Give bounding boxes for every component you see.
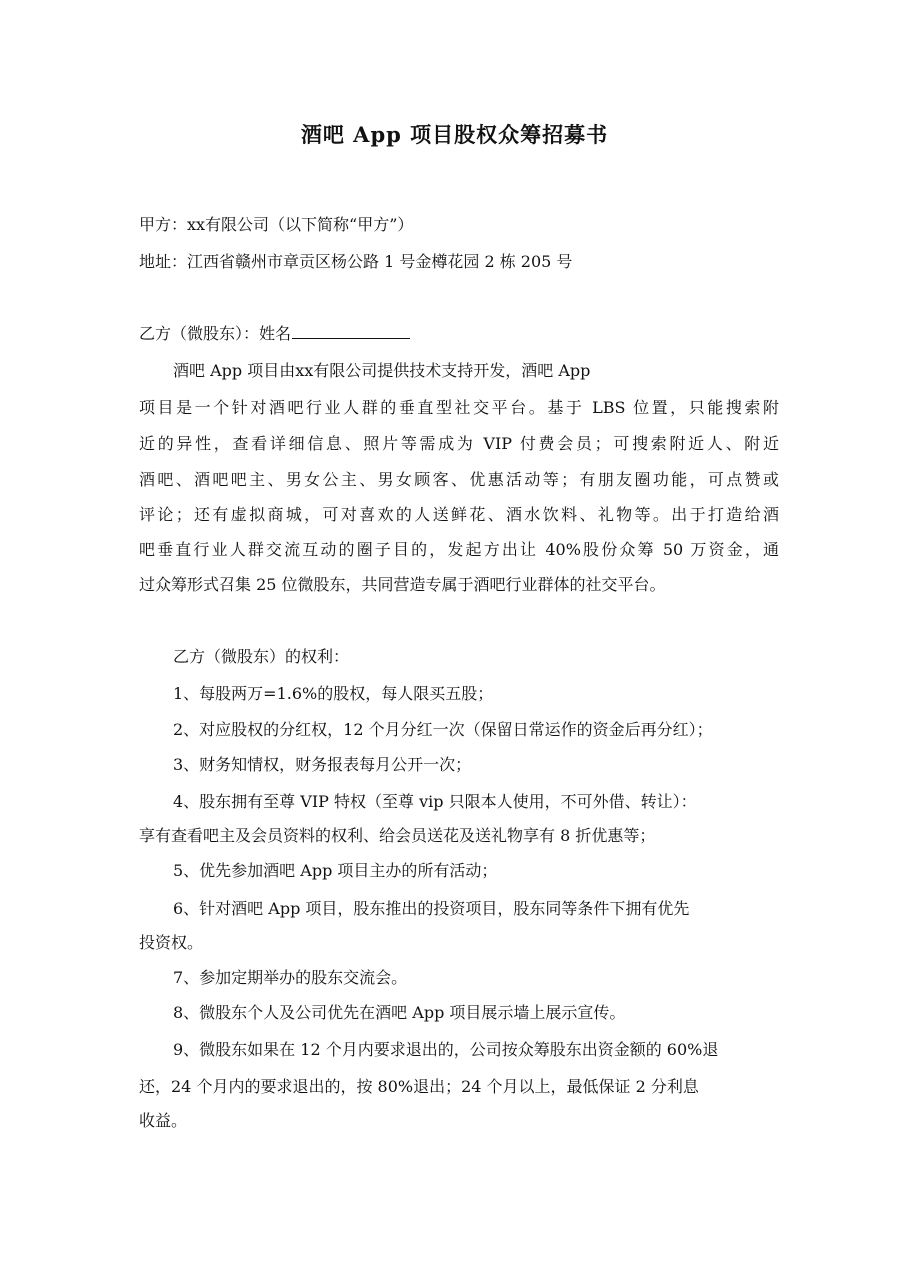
right-item-8: 8、微股东个人及公司优先在酒吧 App 项目展示墙上展示宣传。 — [173, 1003, 626, 1022]
intro-line: 评论；还有虚拟商城，可对喜欢的人送鲜花、酒水饮料、礼物等。出于打造给酒 — [139, 505, 779, 524]
right-item-1: 1、每股两万=1.6%的股权，每人限买五股； — [173, 684, 494, 703]
intro-line: 过众筹形式召集 25 位微股东，共同营造专属于酒吧行业群体的社交平台。 — [139, 575, 666, 594]
right-item-6-cont: 投资权。 — [139, 933, 204, 952]
intro-line: 酒吧、酒吧吧主、男女公主、男女顾客、优惠活动等；有朋友圈功能，可点赞或 — [139, 470, 779, 489]
page-title: 酒吧 App 项目股权众筹招募书 — [300, 122, 609, 147]
name-blank — [292, 324, 410, 339]
rights-heading: 乙方（微股东）的权利： — [173, 647, 350, 666]
right-item-9-cont: 还，24 个月内的要求退出的，按 80%退出；24 个月以上，最低保证 2 分利息 — [139, 1077, 699, 1096]
right-item-9-cont: 收益。 — [139, 1111, 188, 1130]
party-b — [139, 321, 779, 344]
right-item-4: 4、股东拥有至尊 VIP 特权（至尊 vip 只限本人使用，不可外借、转让）： — [173, 792, 697, 811]
right-item-6: 6、针对酒吧 App 项目，股东推出的投资项目，股东同等条件下拥有优先 — [173, 899, 690, 918]
intro-line: 项目是一个针对酒吧行业人群的垂直型社交平台。基于 LBS 位置，只能搜索附 — [139, 398, 779, 417]
party-b-label: 乙方（微股东）：姓名 — [139, 324, 292, 343]
intro-line: 吧垂直行业人群交流互动的圈子目的，发起方出让 40%股份众筹 50 万资金，通 — [139, 540, 779, 559]
address: 地址：江西省赣州市章贡区杨公路 1 号金樽花园 2 栋 205 号 — [139, 252, 573, 271]
right-item-5: 5、优先参加酒吧 App 项目主办的所有活动； — [173, 861, 498, 880]
right-item-7: 7、参加定期举办的股东交流会。 — [173, 968, 408, 987]
party-a: 甲方：xx有限公司（以下简称“甲方”） — [139, 215, 414, 234]
intro-line: 酒吧 App 项目由xx有限公司提供技术支持开发，酒吧 App — [173, 361, 591, 380]
right-item-9: 9、微股东如果在 12 个月内要求退出的，公司按众筹股东出资金额的 60%退 — [173, 1040, 719, 1059]
right-item-4-cont: 享有查看吧主及会员资料的权利、给会员送花及送礼物享有 8 折优惠等； — [139, 826, 656, 845]
right-item-2: 2、对应股权的分红权，12 个月分红一次（保留日常运作的资金后再分红）； — [173, 720, 713, 739]
intro-line: 近的异性，查看详细信息、照片等需成为 VIP 付费会员；可搜索附近人、附近 — [139, 434, 779, 453]
right-item-3: 3、财务知情权，财务报表每月公开一次； — [173, 755, 472, 774]
